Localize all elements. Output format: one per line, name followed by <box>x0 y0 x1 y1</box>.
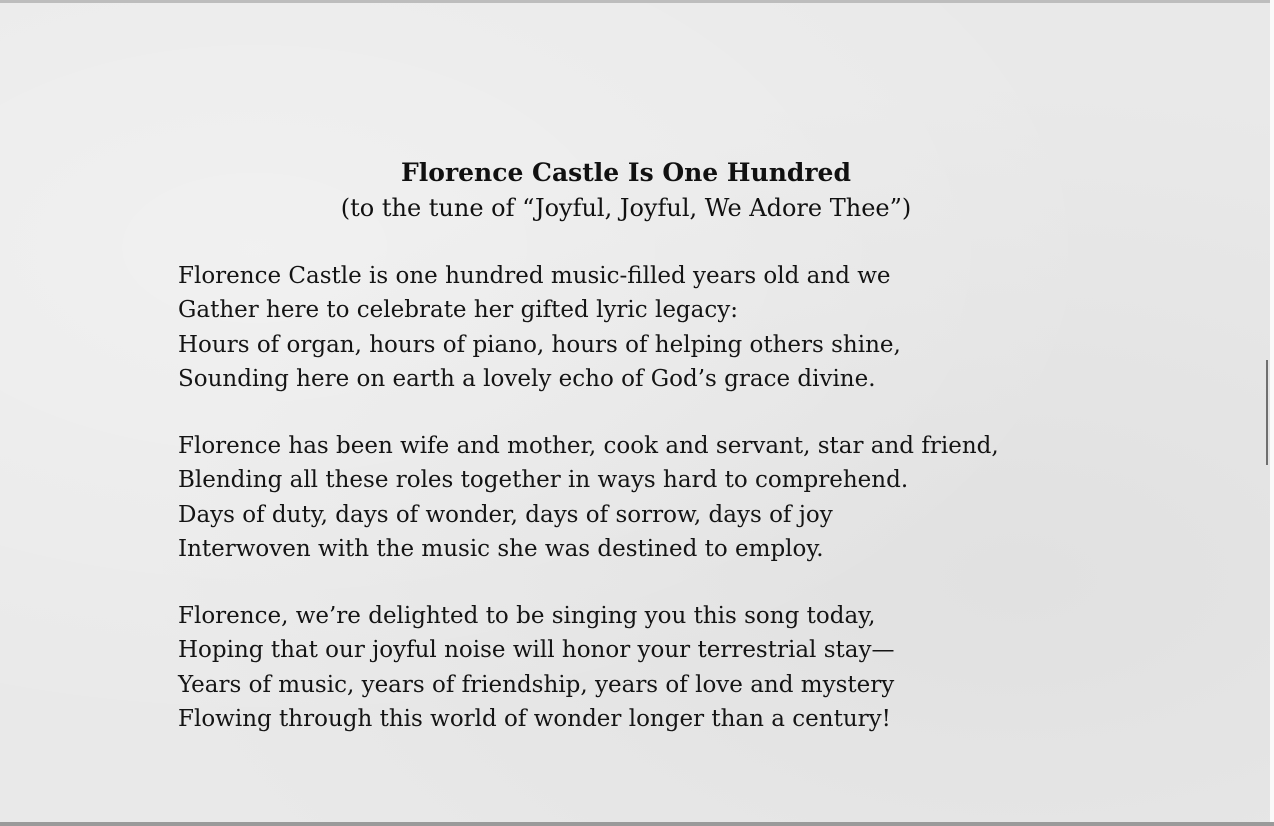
page-bottom-edge <box>0 822 1274 826</box>
stanza-line: Sounding here on earth a lovely echo of God’s grace divine. <box>178 365 876 392</box>
stanza-line: Gather here to celebrate her gifted lyric legacy: <box>178 297 738 324</box>
stanza-line: Florence Castle is one hundred music-filled years old and we <box>178 263 891 289</box>
stanza-line: Days of duty, days of wonder, days of sorrow, days of joy <box>178 501 833 528</box>
page-right-edge-mark <box>1266 360 1268 465</box>
stanza-line: Florence, we’re delighted to be singing you this song today, <box>178 603 876 629</box>
poem-title: Florence Castle Is One Hundred <box>401 158 851 187</box>
stanza-3 <box>178 599 894 736</box>
stanza-line: Hours of organ, hours of piano, hours of helping others shine, <box>178 331 901 358</box>
stanza-line: Interwoven with the music she was destined to employ. <box>178 535 824 562</box>
page-right-margin <box>1270 0 1274 826</box>
stanza-line: Flowing through this world of wonder longer than a century! <box>178 705 891 732</box>
poem-subtitle: (to the tune of “Joyful, Joyful, We Adore Thee”) <box>340 194 912 222</box>
stanza-line: Hoping that our joyful noise will honor your terrestrial stay— <box>178 637 895 664</box>
page-top-edge <box>0 0 1274 3</box>
stanza-line: Years of music, years of friendship, years of love and mystery <box>178 671 895 698</box>
stanza-1 <box>178 259 901 396</box>
stanza-line: Blending all these roles together in ways hard to comprehend. <box>178 467 909 494</box>
stanza-line: Florence has been wife and mother, cook and servant, star and friend, <box>178 433 999 459</box>
stanza-2 <box>178 429 999 566</box>
